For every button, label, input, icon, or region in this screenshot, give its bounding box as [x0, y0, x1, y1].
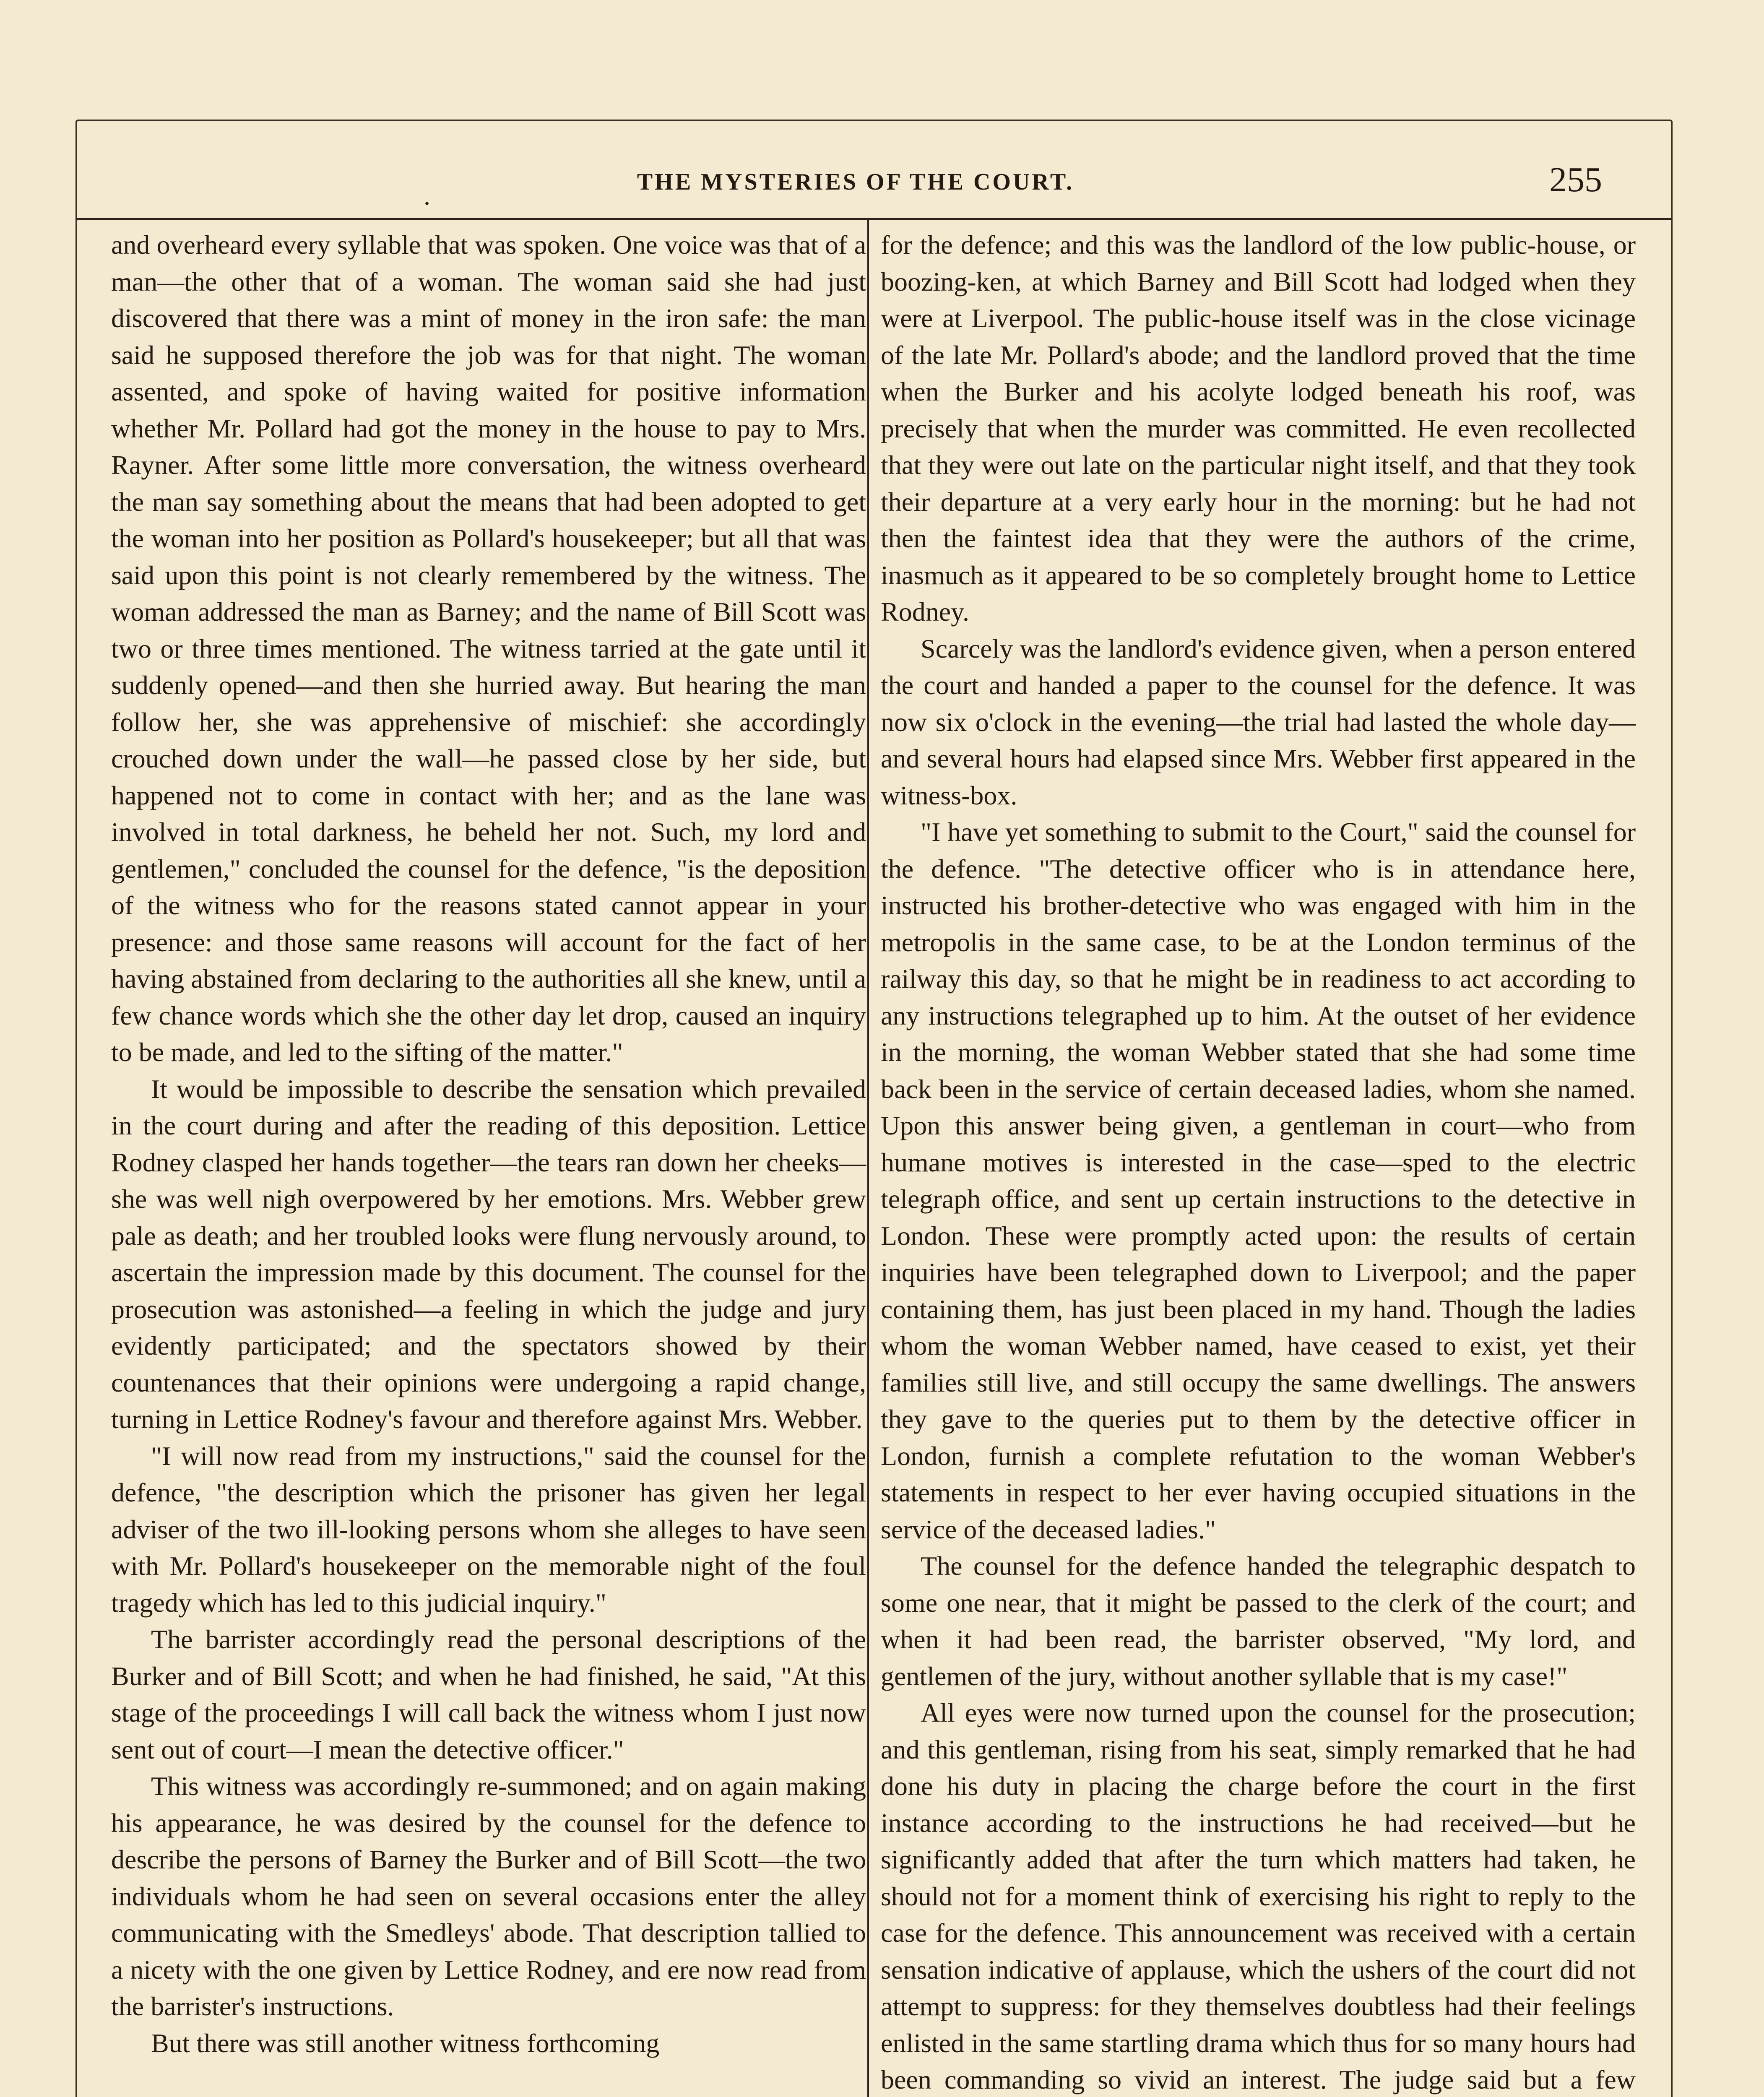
paragraph: All eyes were now turned upon the counsel for the prosecution; and this gentleman, rising from his seat, simply remarked that he had done his duty in placing the charge before the court in the first instance according to the instructions he had received—but he significantly added that after the turn which matters had taken, he should not for a moment think of exercising his right to reply to the case for the defence. This announcement was received with a certain sensation indicative of applause, which the ushers of the court did not attempt to suppress: for they themselves doubtless had their feelings enlisted in the same startling drama which thus for so many hours had been commanding so vivid an interest. The judge said but a few: [881, 1698, 1636, 2094]
paragraph: for the defence; and this was the landlord of the low public-house, or boozing-ken, at which Barney and Bill Scott had lodged when they were at Liverpool. The public-house itself was in the close vicinage of the late Mr. Pollard's abode; and the landlord proved that the time when the Burker and his acolyte lodged beneath his roof, was precisely that when the murder was committed. He even recollected that they were out late on the particular night itself, and that they took their departure at a very early hour in the morning: but he had not then the faintest idea that they were the authors of the crime, inasmuch as it appeared to be so completely brought home to Lettice Rodney.: [881, 230, 1636, 627]
paragraph: It would be impossible to describe the sensation which prevailed in the court during and after the reading of this deposition. Lettice Rodney clasped her hands together—the tears ran down her cheeks—she was well nigh overpowered by her emotions. Mrs. Webber grew pale as death; and her troubled looks were flung nervously around, to ascertain the impression made by this document. The counsel for the prosecution was astonished—a feeling in which the judge and jury evidently participated; and the spectators showed by their countenances that their opinions were undergoing a rapid change, turning in Lettice Rodney's favour and therefore against Mrs. Webber.: [111, 1074, 866, 1434]
page-number: 255: [1549, 160, 1602, 199]
paragraph: The barrister accordingly read the personal descriptions of the Burker and of Bill Scott; and when he had finished, he said, "At this stage of the proceedings I will call back the witness whom I just now sent out of court—I mean the detective officer.": [111, 1624, 866, 1764]
column-divider: [867, 220, 869, 2097]
header-rule: [75, 218, 1673, 220]
right-column: [881, 226, 1636, 2097]
paragraph: "I have yet something to submit to the Court," said the counsel for the defence. "The detective officer who is in attendance here, instructed his brother-detective who was engaged with him in the metropolis in the same case, to be at the London terminus of the railway this day, so that he might be in readiness to act according to any instructions telegraphed up to him. At the outset of her evidence in the morning, the woman Webber stated that she had some time back been in the service of certain deceased ladies, whom she named. Upon this answer being given, a gentleman in court—who from humane motives is interested in the case—sped to the electric telegraph office, and sent up certain instructions to the detective in London. These were promptly acted upon: the results of certain inquiries have been telegraphed down to Liverpool; and the paper containing them, has just been placed in my hand. Though the ladies whom the woman Webber named, have ceased to exist, yet their families still live, and still occupy the same dwellings. The answers they gave to the queries put to them by the detective officer in London, furnish a complete refutation to the woman Webber's statements in respect to her ever having occupied situations in the service of the deceased ladies.": [881, 817, 1636, 1544]
header-ornament: .: [424, 181, 430, 211]
running-head: [101, 160, 1610, 211]
paragraph: But there was still another witness forthcoming: [151, 2028, 660, 2058]
left-column: [111, 226, 866, 2061]
paragraph: Scarcely was the landlord's evidence given, when a person entered the court and handed a paper to the counsel for the defence. It was now six o'clock in the evening—the trial had lasted the whole day—and several hours had elapsed since Mrs. Webber first appeared in the witness-box.: [881, 633, 1636, 810]
paragraph: and overheard every syllable that was spoken. One voice was that of a man—the other that of a woman. The woman said she had just discovered that there was a mint of money in the iron safe: the man said he supposed therefore the job was for that night. The woman assented, and spoke of having waited for positive information whether Mr. Pollard had got the money in the house to pay to Mrs. Rayner. After some little more conversation, the witness overheard the man say something about the means that had been adopted to get the woman into her position as Pollard's housekeeper; but all that was said upon this point is not clearly remembered by the witness. The woman addressed the man as Barney; and the name of Bill Scott was two or three times mentioned. The witness tarried at the gate until it suddenly opened—and then she hurried away. But hearing the man follow her, she was apprehensive of mischief: she accordingly crouched down under the wall—he passed close by her side, but happened not to come in contact with her; and as the lane was involved in total darkness, he beheld her not. Such, my lord and gentlemen," concluded the counsel for the defence, "is the deposition of the witness who for the reasons stated cannot appear in your presence: and those same reasons will account for the fact of her having abstained from declaring to the authorities all she knew, until a few chance words which she the other day let drop, caused an inquiry to be made, and led to the sifting of the matter.": [111, 230, 866, 1067]
paragraph: "I will now read from my instructions," said the counsel for the defence, "the description which the prisoner has given her legal adviser of the two ill-looking persons whom she alleges to have seen with Mr. Pollard's housekeeper on the memorable night of the foul tragedy which has led to this judicial inquiry.": [111, 1441, 866, 1618]
paragraph: This witness was accordingly re-summoned; and on again making his appearance, he was desired by the counsel for the defence to describe the persons of Barney the Burker and of Bill Scott—the two individuals whom he had seen on several occasions enter the alley communicating with the Smedleys' abode. That description tallied to a nicety with the one given by Lettice Rodney, and ere now read from the barrister's instructions.: [111, 1771, 866, 2021]
page-title: THE MYSTERIES OF THE COURT.: [637, 169, 1075, 195]
paragraph: The counsel for the defence handed the telegraphic despatch to some one near, that it might be passed to the clerk of the court; and when it had been read, the barrister observed, "My lord, and gentlemen of the jury, without another syllable that is my case!": [881, 1551, 1636, 1691]
